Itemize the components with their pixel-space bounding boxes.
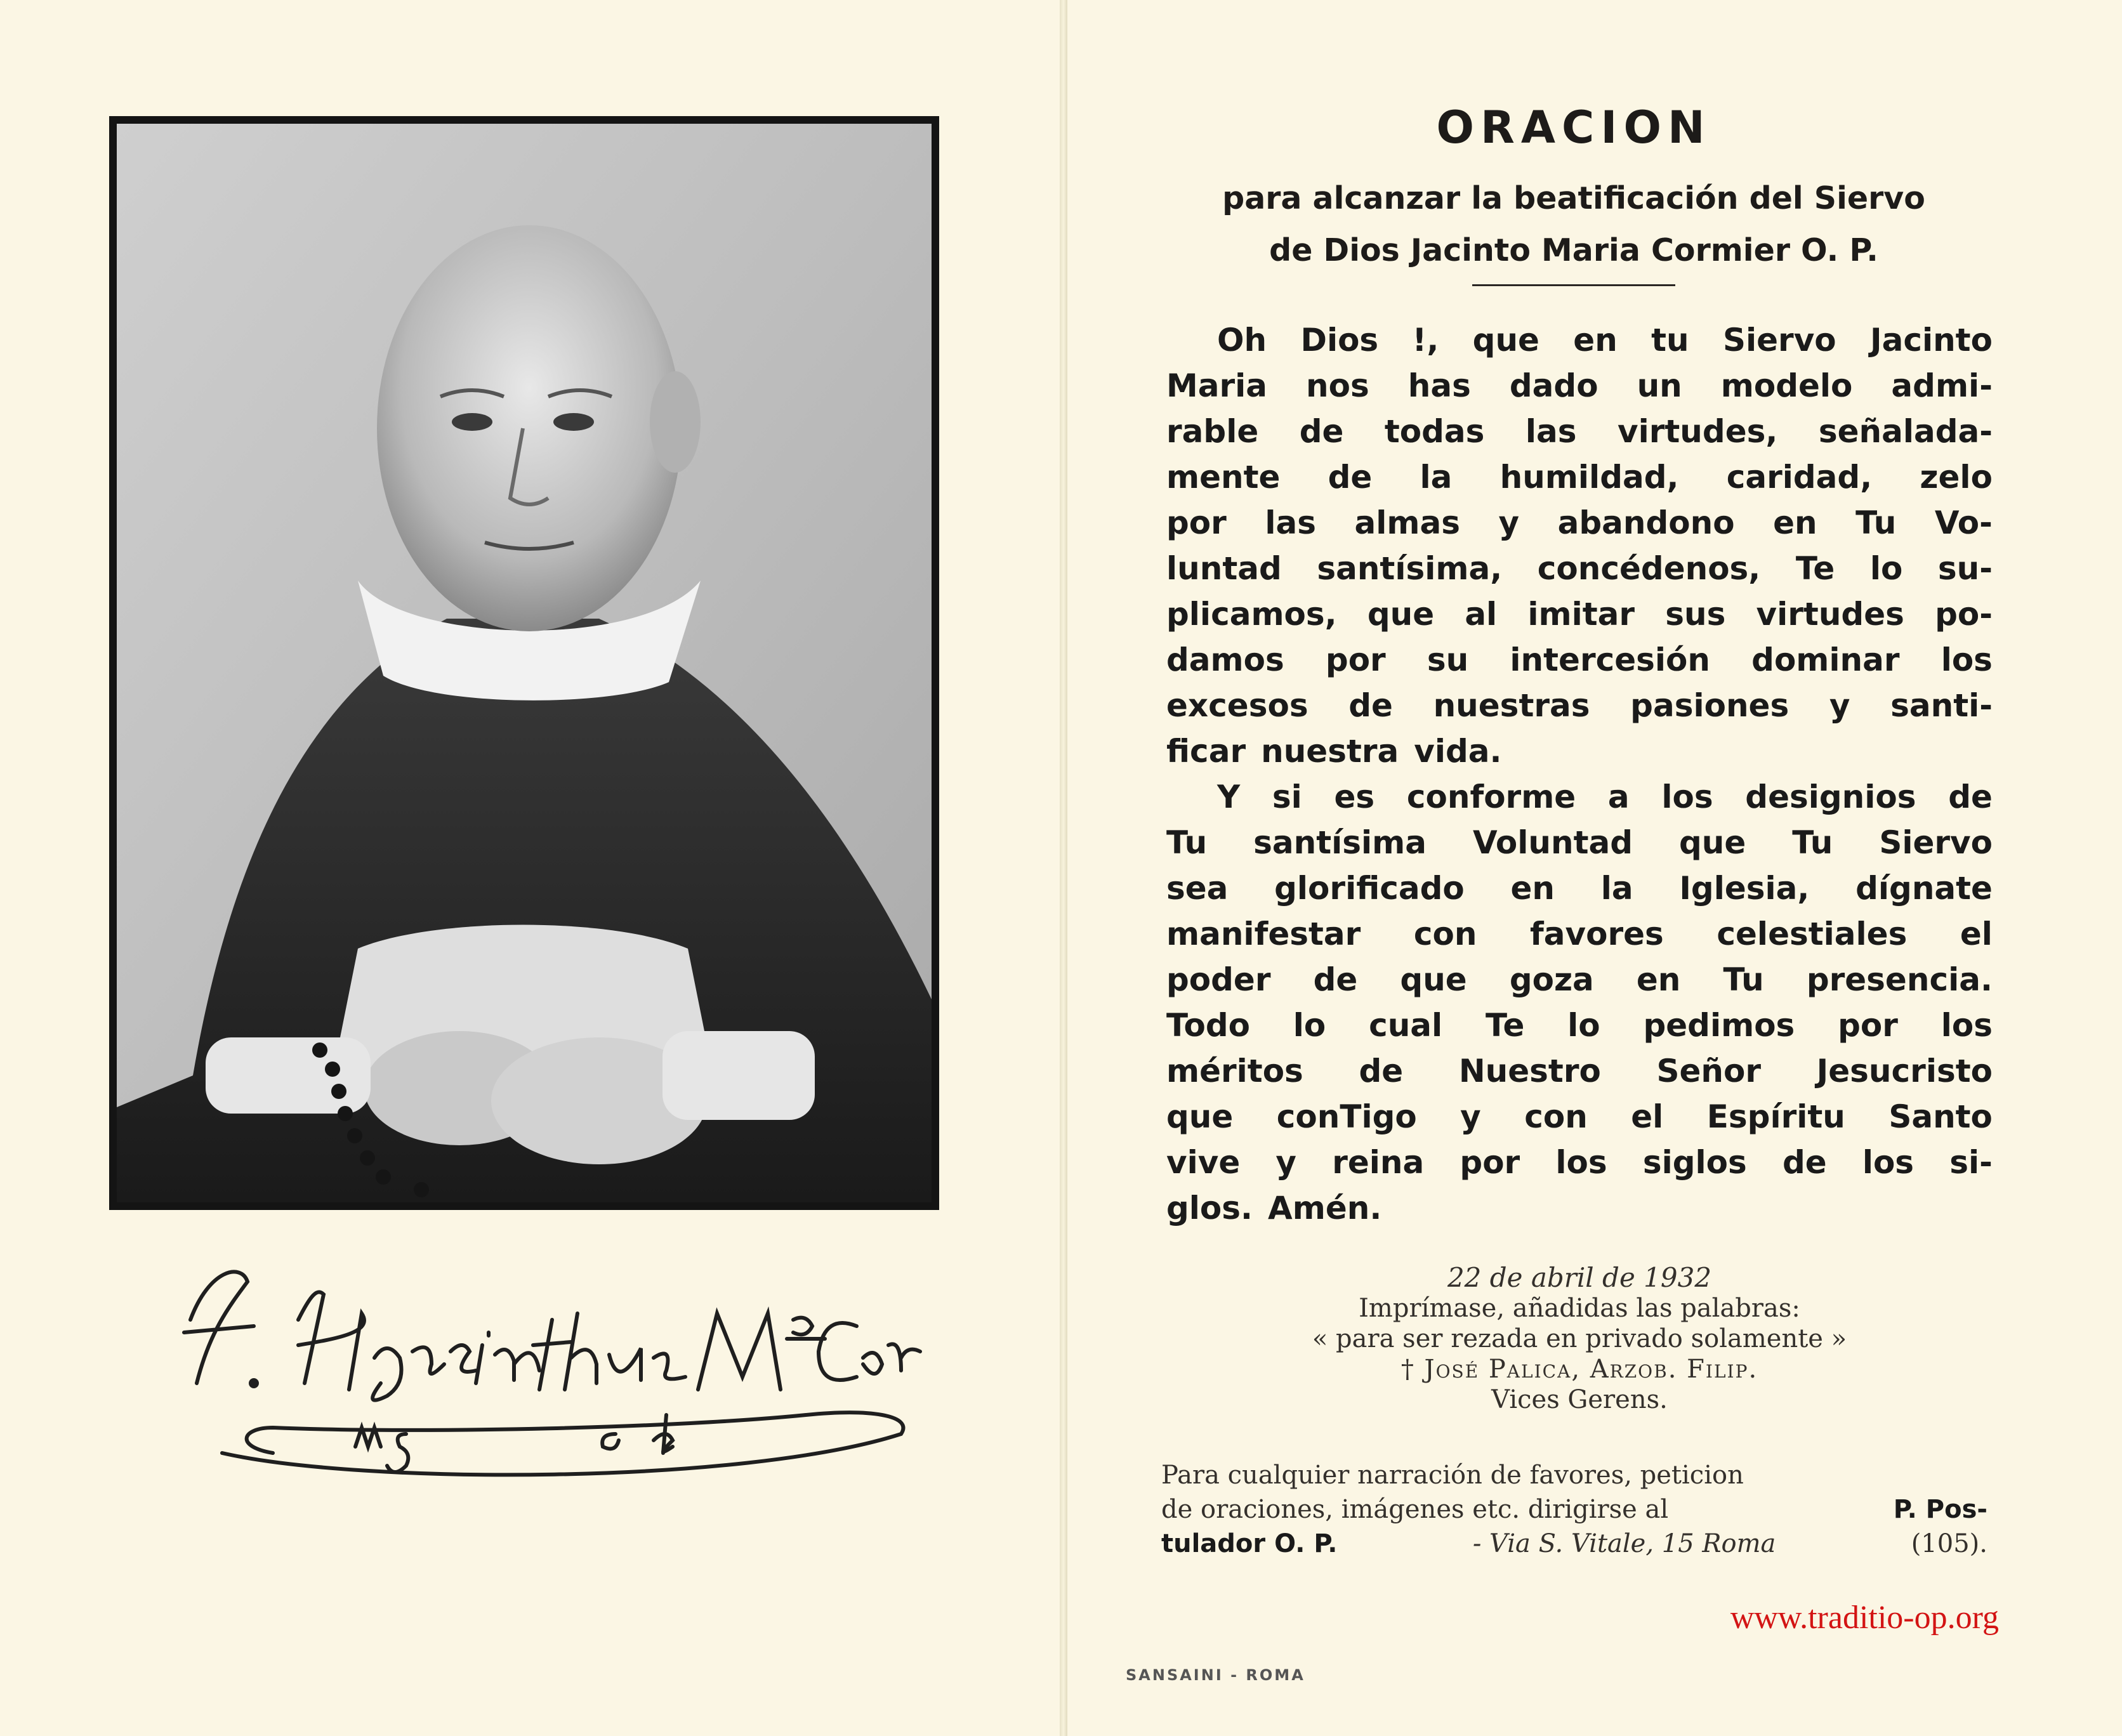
prayer-word: almas <box>1354 504 1460 541</box>
prayer-word: y <box>1460 1098 1481 1135</box>
portrait-photo <box>109 116 939 1210</box>
prayer-word: Maria <box>1166 367 1268 404</box>
prayer-word: nuestras <box>1433 687 1590 724</box>
prayer-word: Siervo <box>1722 322 1836 358</box>
prayer-word: dígnate <box>1855 870 1993 907</box>
prayer-line <box>1166 774 1993 820</box>
prayer-line <box>1166 1048 1993 1094</box>
prayer-word: los <box>1941 1007 1993 1044</box>
prayer-word: Espíritu <box>1706 1098 1845 1135</box>
prayer-word: méritos <box>1166 1053 1303 1089</box>
prayer-word: sus <box>1665 596 1726 633</box>
prayer-word: abandono <box>1557 504 1735 541</box>
prayer-word: los <box>1661 779 1713 815</box>
prayer-word: conTigo <box>1276 1098 1417 1135</box>
prayer-word: la <box>1600 870 1633 907</box>
prayer-word: señalada- <box>1818 413 1993 450</box>
prayer-word: de <box>1782 1144 1827 1181</box>
prayer-word: los <box>1555 1144 1607 1181</box>
prayer-word: Te <box>1485 1007 1525 1044</box>
contact-line <box>1161 1458 1987 1492</box>
prayer-word: vive <box>1166 1144 1241 1181</box>
prayer-word: po- <box>1935 596 1993 633</box>
prayer-word: damos <box>1166 641 1284 678</box>
contact-block <box>1161 1458 1987 1561</box>
prayer-word: de <box>1328 459 1373 496</box>
prayer-word: luntad <box>1166 550 1282 587</box>
prayer-line <box>1166 728 1993 774</box>
prayer-word: Tu <box>1166 824 1208 861</box>
prayer-line <box>1166 911 1993 957</box>
prayer-word: caridad, <box>1726 459 1873 496</box>
prayer-word: por <box>1460 1144 1520 1181</box>
prayer-word: de <box>1359 1053 1404 1089</box>
prayer-word: en <box>1636 961 1681 998</box>
prayer-word: los <box>1862 1144 1914 1181</box>
postulator-postcode: (105). <box>1911 1529 1987 1558</box>
prayer-word: de <box>1948 779 1993 815</box>
prayer-word: sea <box>1166 870 1229 907</box>
prayer-word: las <box>1265 504 1316 541</box>
prayer-line <box>1166 865 1993 911</box>
prayer-word: es <box>1334 779 1375 815</box>
prayer-word: el <box>1960 916 1993 952</box>
prayer-word: lo <box>1293 1007 1326 1044</box>
prayer-word: goza <box>1509 961 1594 998</box>
prayer-word: dado <box>1509 367 1598 404</box>
prayer-word: imitar <box>1527 596 1635 633</box>
portrait-photo-icon <box>117 124 932 1202</box>
prayer-word: y <box>1829 687 1850 724</box>
prayer-word: modelo <box>1720 367 1853 404</box>
prayer-line <box>1166 683 1993 728</box>
prayer-word: de <box>1313 961 1358 998</box>
prayer-word: conforme <box>1406 779 1576 815</box>
prayer-word: rable <box>1166 413 1259 450</box>
handwritten-signature <box>171 1244 933 1497</box>
prayer-word: las <box>1525 413 1577 450</box>
prayer-word: si <box>1272 779 1302 815</box>
prayer-word: mente <box>1166 459 1281 496</box>
prayer-word: has <box>1407 367 1471 404</box>
prayer-line <box>1166 957 1993 1003</box>
prayer-word: Te <box>1795 550 1835 587</box>
prayer-word: a <box>1607 779 1630 815</box>
prayer-word: la <box>1420 459 1453 496</box>
prayer-line <box>1166 1185 1993 1231</box>
imprimatur-line: « para ser rezada en privado solamente » <box>1312 1324 1847 1353</box>
prayer-word: pasiones <box>1630 687 1789 724</box>
prayer-word: tu <box>1651 322 1689 358</box>
prayer-word: santísima <box>1253 824 1427 861</box>
postulator-address: - Via S. Vitale, 15 Roma <box>1472 1529 1776 1558</box>
prayer-word: su- <box>1937 550 1993 587</box>
prayer-word: nuestra <box>1261 733 1399 770</box>
prayer-word: y <box>1275 1144 1297 1181</box>
prayer-line <box>1166 637 1993 683</box>
prayer-subtitle <box>1155 173 1993 277</box>
subtitle-line: para alcanzar la beatificación del Siervo <box>1222 180 1925 216</box>
prayer-word: un <box>1637 367 1682 404</box>
contact-text: de oraciones, imágenes etc. dirigirse al <box>1161 1495 1669 1524</box>
prayer-word: en <box>1510 870 1555 907</box>
imprimatur-line: Vices Gerens. <box>1491 1385 1668 1414</box>
prayer-line <box>1166 546 1993 591</box>
prayer-word: virtudes <box>1756 596 1904 633</box>
card-fold <box>1060 0 1067 1736</box>
prayer-text <box>1166 317 1993 1231</box>
prayer-word: por <box>1325 641 1386 678</box>
prayer-word: Jesucristo <box>1816 1053 1993 1089</box>
prayer-word: Tu <box>1855 504 1897 541</box>
prayer-word: con <box>1524 1098 1588 1135</box>
prayer-line <box>1166 1140 1993 1185</box>
prayer-word: zelo <box>1920 459 1993 496</box>
postulator-label: P. Pos- <box>1893 1495 1987 1524</box>
prayer-word: Y <box>1217 779 1241 815</box>
prayer-word: los <box>1941 641 1993 678</box>
prayer-word: y <box>1498 504 1520 541</box>
prayer-word: dominar <box>1751 641 1900 678</box>
prayer-word: plicamos, <box>1166 596 1337 633</box>
prayer-line <box>1166 820 1993 865</box>
prayer-word: si- <box>1949 1144 1993 1181</box>
prayer-word: reina <box>1332 1144 1425 1181</box>
imprimatur-line: Imprímase, añadidas las palabras: <box>1359 1294 1800 1323</box>
prayer-word: con <box>1413 916 1477 952</box>
prayer-word: designios <box>1745 779 1916 815</box>
prayer-word: Oh <box>1217 322 1267 358</box>
contact-text: Para cualquier narración de favores, peticion <box>1161 1461 1744 1490</box>
prayer-word: vida. <box>1414 733 1502 770</box>
prayer-word: glorificado <box>1274 870 1465 907</box>
prayer-word: de <box>1299 413 1344 450</box>
prayer-word: santísima, <box>1317 550 1503 587</box>
prayer-word: Dios <box>1300 322 1379 358</box>
subtitle-line: de Dios Jacinto Maria Cormier O. P. <box>1269 232 1878 268</box>
prayer-word: presencia. <box>1806 961 1993 998</box>
prayer-word: Siervo <box>1879 824 1993 861</box>
printer-imprint: SANSAINI - ROMA <box>1126 1666 1305 1684</box>
prayer-word: intercesión <box>1510 641 1710 678</box>
prayer-word: Nuestro <box>1458 1053 1601 1089</box>
prayer-word: lo <box>1567 1007 1600 1044</box>
prayer-word: que <box>1400 961 1467 998</box>
left-card-page <box>0 0 1060 1736</box>
imprimatur-signatory: † José Palica, Arzob. Filip. <box>1400 1355 1758 1384</box>
prayer-line <box>1166 317 1993 363</box>
prayer-word: que <box>1678 824 1746 861</box>
prayer-word: Iglesia, <box>1679 870 1810 907</box>
postulator-label: tulador O. P. <box>1161 1529 1338 1558</box>
prayer-word: Santo <box>1888 1098 1993 1135</box>
prayer-word: Tu <box>1723 961 1764 998</box>
prayer-word: cual <box>1369 1007 1443 1044</box>
prayer-word: glos. <box>1166 1190 1253 1226</box>
prayer-word: manifestar <box>1166 916 1361 952</box>
prayer-word: poder <box>1166 961 1271 998</box>
prayer-line <box>1166 500 1993 546</box>
prayer-word: lo <box>1869 550 1903 587</box>
imprimatur-block <box>1166 1263 1993 1415</box>
prayer-word: concédenos, <box>1537 550 1761 587</box>
prayer-word: !, <box>1412 322 1439 358</box>
prayer-word: por <box>1166 504 1227 541</box>
prayer-word: el <box>1631 1098 1664 1135</box>
prayer-word: pedimos <box>1643 1007 1795 1044</box>
contact-line <box>1161 1492 1987 1527</box>
contact-line <box>1161 1527 1987 1561</box>
website-watermark: www.traditio-op.org <box>1730 1600 1999 1636</box>
prayer-word: nos <box>1306 367 1369 404</box>
prayer-word: virtudes, <box>1618 413 1778 450</box>
title-divider <box>1472 284 1675 286</box>
prayer-word: en <box>1773 504 1817 541</box>
prayer-word: celestiales <box>1717 916 1908 952</box>
prayer-line <box>1166 409 1993 454</box>
prayer-word: siglos <box>1642 1144 1747 1181</box>
prayer-word: Señor <box>1656 1053 1762 1089</box>
prayer-word: su <box>1427 641 1469 678</box>
prayer-title: ORACION <box>1436 102 1711 154</box>
prayer-word: santi- <box>1890 687 1993 724</box>
prayer-word: en <box>1573 322 1618 358</box>
prayer-word: Voluntad <box>1472 824 1633 861</box>
prayer-line <box>1166 363 1993 409</box>
prayer-word: humildad, <box>1499 459 1679 496</box>
imprimatur-date: 22 de abril de 1932 <box>1447 1262 1712 1293</box>
prayer-word: excesos <box>1166 687 1308 724</box>
prayer-word: que <box>1166 1098 1234 1135</box>
prayer-line <box>1166 1003 1993 1048</box>
prayer-word: por <box>1838 1007 1898 1044</box>
prayer-word: Todo <box>1166 1007 1250 1044</box>
prayer-word: todas <box>1384 413 1485 450</box>
prayer-word: favores <box>1530 916 1664 952</box>
prayer-line <box>1166 454 1993 500</box>
prayer-line <box>1166 1094 1993 1140</box>
prayer-word: al <box>1465 596 1498 633</box>
prayer-line <box>1166 591 1993 637</box>
prayer-word: que <box>1367 596 1435 633</box>
prayer-word: Jacinto <box>1869 322 1993 358</box>
prayer-word: que <box>1472 322 1539 358</box>
prayer-word: ficar <box>1166 733 1246 770</box>
prayer-word: de <box>1348 687 1393 724</box>
prayer-word: Vo- <box>1934 504 1993 541</box>
prayer-word: admi- <box>1891 367 1993 404</box>
prayer-word: Amén. <box>1268 1190 1382 1226</box>
prayer-word: Tu <box>1792 824 1833 861</box>
